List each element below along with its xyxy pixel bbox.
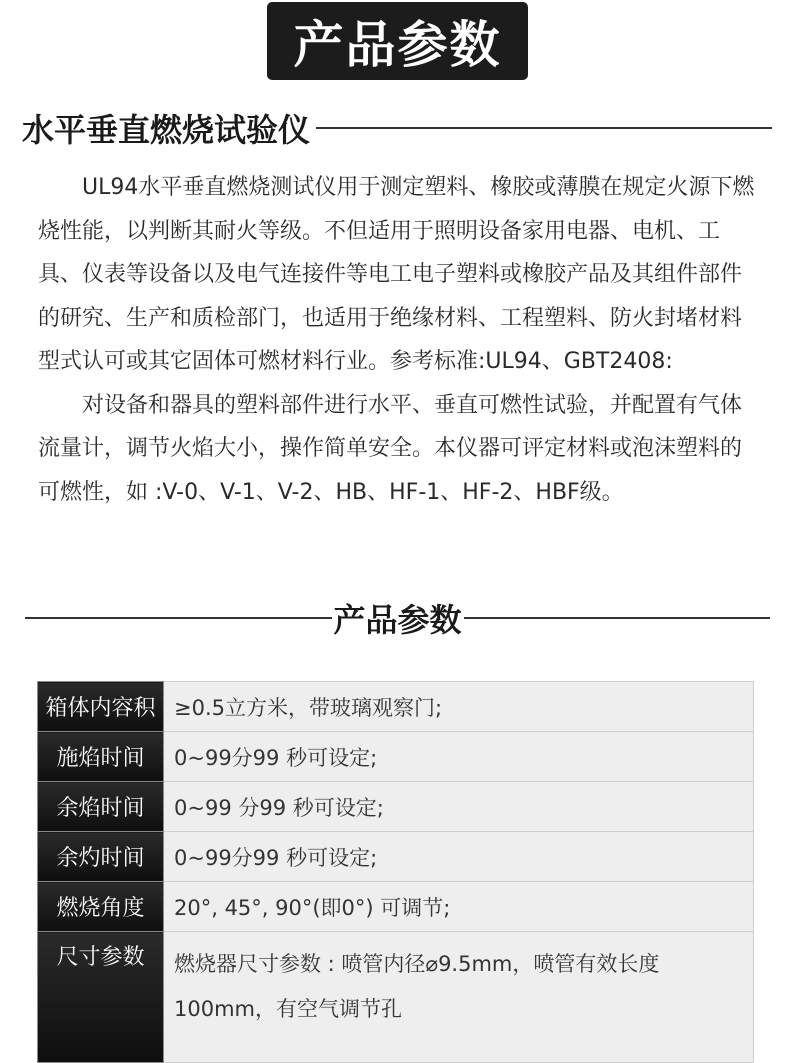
spec-label: 余灼时间 (38, 832, 164, 882)
section-divider-right (464, 617, 771, 619)
top-title-badge (267, 2, 528, 80)
spec-label: 尺寸参数 (38, 932, 164, 1063)
table-row (38, 732, 754, 782)
spec-value: 0~99分99 秒可设定; (164, 832, 754, 882)
spec-value: 20°, 45°, 90°(即0°) 可调节; (164, 882, 754, 932)
table-row (38, 782, 754, 832)
spec-label: 余焰时间 (38, 782, 164, 832)
spec-table (37, 681, 754, 1063)
description-paragraph-2: 对设备和器具的塑料部件进行水平、垂直可燃性试验，并配置有气体流量计，调节火焰大小，操作简单安全。本仪器可评定材料或泡沫塑料的可燃性，如 :V-0、V-1、V-2、HB、HF-1、HF-2、HBF级。 (38, 392, 743, 505)
spec-value: ≥0.5立方米，带玻璃观察门; (164, 682, 754, 732)
spec-value: 0~99 分99 秒可设定; (164, 782, 754, 832)
spec-value: 燃烧器尺寸参数 : 喷管内径⌀9.5mm，喷管有效长度100mm，有空气调节孔 (164, 932, 754, 1063)
heading-divider-line (316, 127, 772, 129)
spec-label: 箱体内容积 (38, 682, 164, 732)
params-section-heading (25, 596, 770, 640)
product-description (38, 166, 760, 514)
section-divider-left (25, 617, 332, 619)
spec-label: 施焰时间 (38, 732, 164, 782)
product-name: 水平垂直燃烧试验仪 (22, 111, 311, 149)
product-heading (22, 106, 772, 150)
table-row (38, 932, 754, 1063)
table-row (38, 832, 754, 882)
top-title-text: 产品参数 (293, 16, 502, 74)
spec-value: 0~99分99 秒可设定; (164, 732, 754, 782)
table-row (38, 882, 754, 932)
spec-label: 燃烧角度 (38, 882, 164, 932)
params-section-title: 产品参数 (333, 601, 462, 639)
description-paragraph-1: UL94水平垂直燃烧测试仪用于测定塑料、橡胶或薄膜在规定火源下燃烧性能，以判断其耐火等级。不但适用于照明设备家用电器、电机、工具、仪表等设备以及电气连接件等电工电子塑料或橡胶产品及其组件部件的研究、生产和质检部门，也适用于绝缘材料、工程塑料、防火封堵材料型式认可或其它固体可燃材料行业。参考标准:UL94、GBT2408: (38, 175, 755, 374)
table-row (38, 682, 754, 732)
